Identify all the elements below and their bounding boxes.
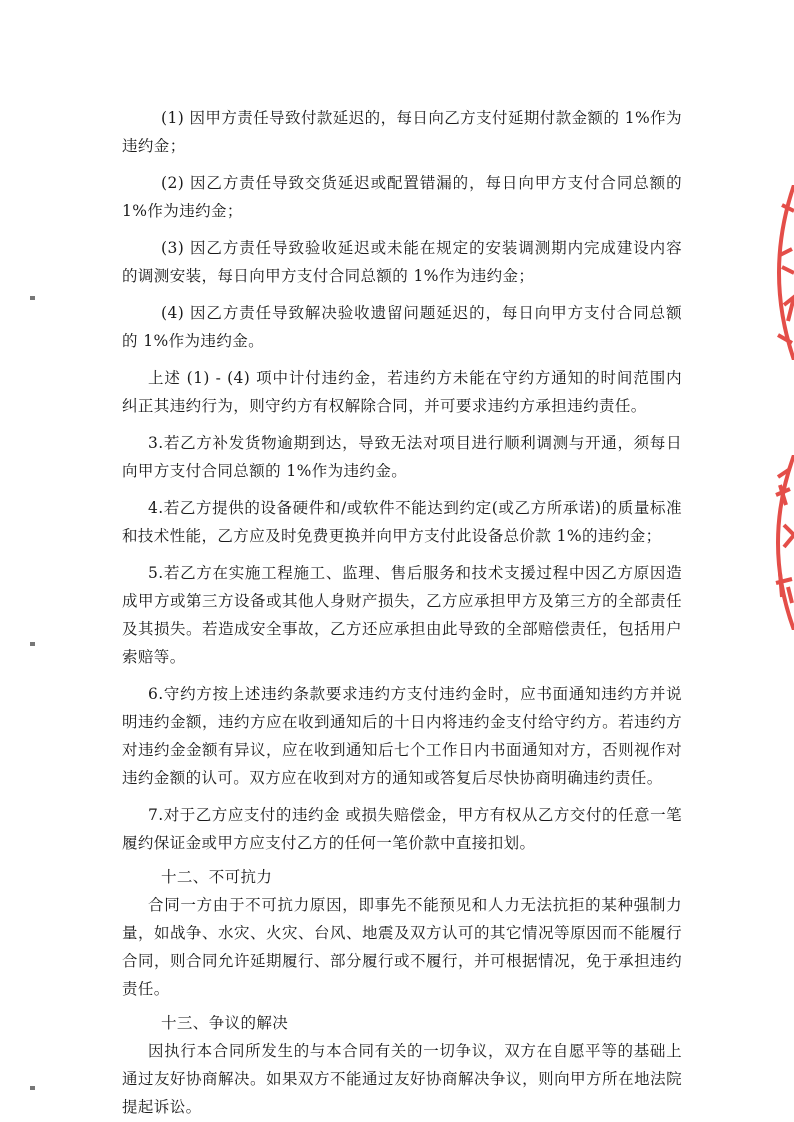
clause-3: (3) 因乙方责任导致验收延迟或未能在规定的安装调测期内完成建设内容的调测安装，每日向甲方支付合同总额的 1%作为违约金； <box>122 239 682 285</box>
clause-3-late-delivery: 3.若乙方补发货物逾期到达，导致无法对项目进行顺利调测与开通，须每日向甲方支付合同总额的 1%作为违约金。 <box>122 434 682 480</box>
clause-6-notice: 6.守约方按上述违约条款要求违约方支付违约金时，应书面通知违约方并说明违约金额，违约方应在收到通知后的十日内将违约金支付给守约方。若违约方对违约金金额有异议，应在收到通知后七个工作日内书面通知对方，否则视作对违约金额的认可。双方应在收到对方的通知或答复后尽快协商明确违约责任。 <box>122 685 682 787</box>
clause-4: (4) 因乙方责任导致解决验收遗留问题延迟的，每日向甲方支付合同总额的 1%作为违约金。 <box>122 304 682 350</box>
seal-fragment-top <box>754 185 794 360</box>
document-body <box>122 104 682 1121</box>
clause-summary: 上述 (1) - (4) 项中计付违约金，若违约方未能在守约方通知的时间范围内纠正其违约行为，则守约方有权解除合同，并可要求违约方承担违约责任。 <box>122 369 682 415</box>
clause-4-quality: 4.若乙方提供的设备硬件和/或软件不能达到约定(或乙方所承诺)的质量标准和技术性能，乙方应及时免费更换并向甲方支付此设备总价款 1%的违约金； <box>122 499 682 545</box>
clause-2: (2) 因乙方责任导致交货延迟或配置错漏的，每日向甲方支付合同总额的 1%作为违约金； <box>122 174 682 220</box>
section-13-body: 因执行本合同所发生的与本合同有关的一切争议，双方在自愿平等的基础上通过友好协商解决。如果双方不能通过友好协商解决争议，则向甲方所在地法院提起诉讼。 <box>122 1042 682 1116</box>
seal-fragment-bottom <box>754 455 794 630</box>
section-13-heading: 十三、争议的解决 <box>161 1014 289 1032</box>
scan-mark <box>30 296 35 300</box>
section-12-body: 合同一方由于不可抗力原因，即事先不能预见和人力无法抗拒的某种强制力量，如战争、水灾、火灾、台风、地震及双方认可的其它情况等原因而不能履行合同，则合同允许延期履行、部分履行或不履行，并可根据情况，免于承担违约责任。 <box>122 896 682 998</box>
clause-1: (1) 因甲方责任导致付款延迟的，每日向乙方支付延期付款金额的 1%作为违约金； <box>122 109 682 155</box>
clause-5-damage: 5.若乙方在实施工程施工、监理、售后服务和技术支援过程中因乙方原因造成甲方或第三方设备或其他人身财产损失，乙方应承担甲方及第三方的全部责任及其损失。若造成安全事故，乙方还应承担由此导致的全部赔偿责任，包括用户索赔等。 <box>122 564 682 666</box>
section-12-heading: 十二、不可抗力 <box>161 868 273 886</box>
scan-mark <box>30 1086 35 1090</box>
clause-7-deduction: 7.对于乙方应支付的违约金 或损失赔偿金，甲方有权从乙方交付的任意一笔履约保证金或甲方应支付乙方的任何一笔价款中直接扣划。 <box>122 806 682 852</box>
scan-mark <box>30 642 35 646</box>
